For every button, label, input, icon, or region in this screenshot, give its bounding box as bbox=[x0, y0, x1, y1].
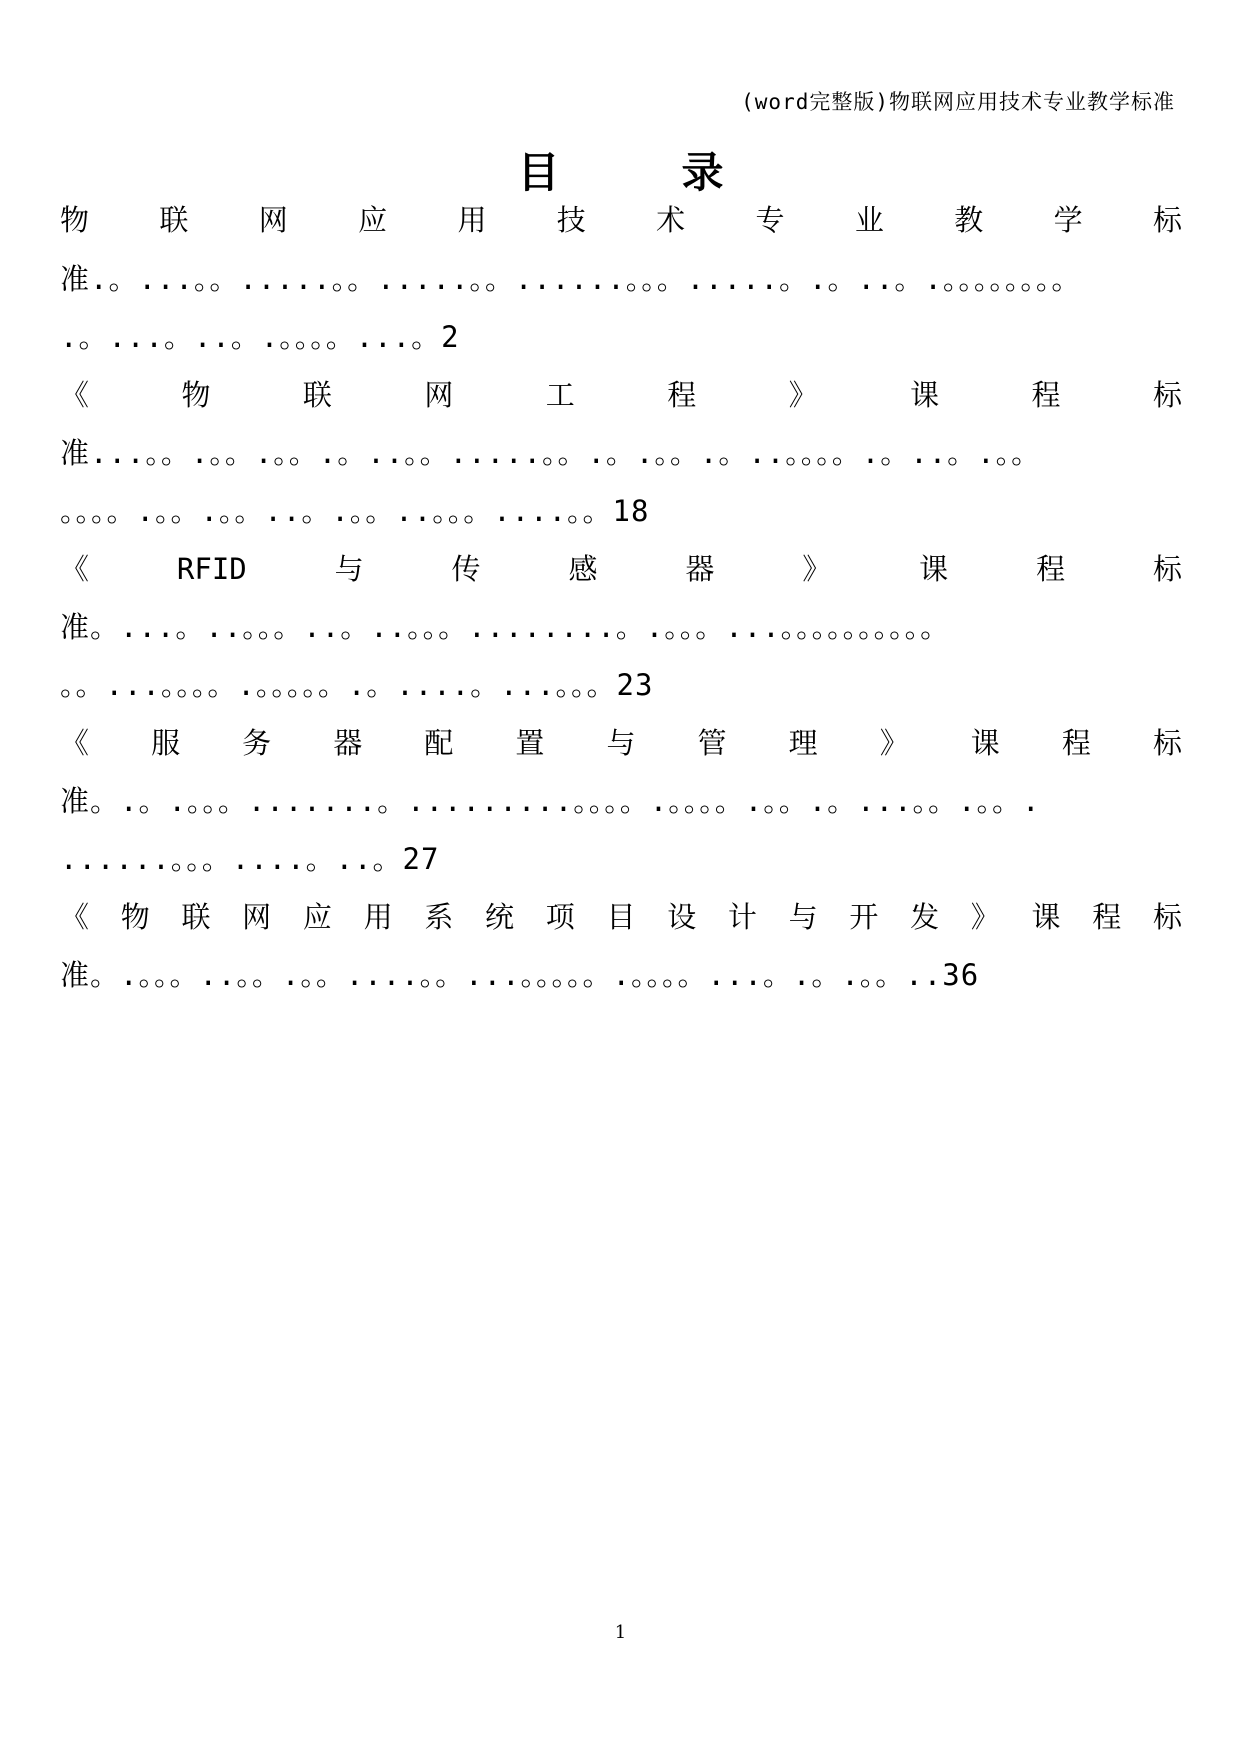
toc-title-char: 统 bbox=[485, 900, 515, 934]
toc-title-char: 理 bbox=[788, 726, 818, 760]
toc-title-char: 课 bbox=[1031, 900, 1061, 934]
toc-entry-2-page[interactable]: 。。。。.。。.。。..。.。。..。。。....。。18 bbox=[60, 494, 650, 528]
toc-entry-3-page[interactable]: 。。...。。。。.。。。。。.。....。...。。。23 bbox=[60, 668, 654, 702]
toc-title-char: 开 bbox=[849, 900, 879, 934]
toc-title-char: 》 bbox=[970, 900, 1000, 934]
toc-title-char: 与 bbox=[606, 726, 636, 760]
toc-title-char: 发 bbox=[910, 900, 940, 934]
toc-title-char: 器 bbox=[333, 726, 363, 760]
toc-title-char: 感 bbox=[568, 552, 598, 586]
toc-title-char: 课 bbox=[919, 552, 949, 586]
toc-title-char: 与 bbox=[788, 900, 818, 934]
toc-title-char: 程 bbox=[1092, 900, 1122, 934]
toc-title-char: 专 bbox=[755, 203, 785, 237]
toc-title-char: 物 bbox=[60, 203, 90, 237]
title-char: 录 bbox=[681, 148, 724, 197]
toc-title-char: 》 bbox=[788, 378, 818, 412]
toc-title-char: 标 bbox=[1152, 378, 1182, 412]
toc-entry-1-leader[interactable]: 准.。...。。.....。。.....。。......。。。.....。.。..。.。。。。。。。。 bbox=[60, 262, 1082, 296]
toc-title-char: 教 bbox=[954, 203, 984, 237]
page-number: 1 bbox=[614, 1622, 627, 1643]
toc-entry-5-title[interactable] bbox=[60, 897, 1182, 937]
toc-entry-2-title[interactable] bbox=[60, 375, 1182, 415]
toc-title-char: 程 bbox=[1031, 378, 1061, 412]
toc-entry-4-leader[interactable]: 准。.。.。。。.......。.........。。。。.。。。。.。。.。...。。.。。. bbox=[60, 784, 1041, 818]
toc-title-char: 联 bbox=[159, 203, 189, 237]
toc-title-char: 传 bbox=[451, 552, 481, 586]
toc-title-char: 网 bbox=[258, 203, 288, 237]
toc-entry-3-leader[interactable]: 准。...。..。。。..。..。。。........。.。。。...。。。。。。。。。。 bbox=[60, 610, 951, 644]
toc-entry-2-leader[interactable]: 准...。。.。。.。。.。..。。.....。。.。.。。.。..。。。。.。..。.。。 bbox=[60, 436, 1042, 470]
toc-title-char: 标 bbox=[1152, 900, 1182, 934]
toc-entry-1-page[interactable]: .。...。..。.。。。。...。2 bbox=[60, 320, 460, 354]
toc-title-char: 与 bbox=[334, 552, 364, 586]
toc-title-char: RFID bbox=[176, 552, 247, 586]
toc-entry-4-page[interactable]: ......。。。....。..。27 bbox=[60, 842, 440, 876]
toc-title-char: 》 bbox=[802, 552, 832, 586]
toc-title-char: 《 bbox=[60, 378, 90, 412]
toc-title-char: 《 bbox=[60, 900, 90, 934]
toc-title-char: 标 bbox=[1152, 552, 1182, 586]
toc-title-char: 标 bbox=[1152, 726, 1182, 760]
toc-title-char: 联 bbox=[181, 900, 211, 934]
page-title bbox=[0, 140, 1241, 200]
toc-title-char: 网 bbox=[242, 900, 272, 934]
toc-title-char: 课 bbox=[970, 726, 1000, 760]
toc-title-char: 课 bbox=[910, 378, 940, 412]
toc-title-char: 标 bbox=[1152, 203, 1182, 237]
toc-entry-4-title[interactable] bbox=[60, 723, 1182, 763]
toc-title-char: 目 bbox=[606, 900, 636, 934]
toc-title-char: 物 bbox=[120, 900, 150, 934]
toc-title-char: 技 bbox=[556, 203, 586, 237]
toc-title-char: 《 bbox=[60, 726, 90, 760]
toc-title-char: 配 bbox=[424, 726, 454, 760]
toc-title-char: 应 bbox=[358, 203, 388, 237]
toc-title-char: 系 bbox=[424, 900, 454, 934]
toc-title-char: 服 bbox=[151, 726, 181, 760]
toc-title-char: 》 bbox=[879, 726, 909, 760]
toc-title-char: 术 bbox=[656, 203, 686, 237]
toc-title-char: 联 bbox=[302, 378, 332, 412]
toc-title-char: 设 bbox=[667, 900, 697, 934]
toc-title-char: 网 bbox=[424, 378, 454, 412]
toc-title-char: 《 bbox=[60, 552, 90, 586]
toc-entry-1-title[interactable] bbox=[60, 200, 1182, 240]
toc-title-char: 物 bbox=[181, 378, 211, 412]
toc-title-char: 计 bbox=[727, 900, 757, 934]
toc-title-char: 应 bbox=[302, 900, 332, 934]
toc-entry-5-leader[interactable]: 准。.。。。..。。.。。....。。...。。。。。.。。。。...。.。.。。..36 bbox=[60, 958, 980, 992]
title-char: 目 bbox=[517, 148, 560, 197]
toc-title-char: 程 bbox=[667, 378, 697, 412]
toc-entry-3-title[interactable] bbox=[60, 549, 1182, 589]
toc-title-char: 务 bbox=[242, 726, 272, 760]
toc-title-char: 用 bbox=[363, 900, 393, 934]
toc-title-char: 用 bbox=[457, 203, 487, 237]
toc-title-char: 程 bbox=[1061, 726, 1091, 760]
toc-title-char: 业 bbox=[854, 203, 884, 237]
running-header: (word完整版)物联网应用技术专业教学标准 bbox=[741, 90, 1175, 114]
toc-title-char: 项 bbox=[545, 900, 575, 934]
toc-title-char: 器 bbox=[685, 552, 715, 586]
toc-title-char: 学 bbox=[1053, 203, 1083, 237]
toc-title-char: 置 bbox=[515, 726, 545, 760]
toc-title-char: 工 bbox=[545, 378, 575, 412]
toc-title-char: 程 bbox=[1036, 552, 1066, 586]
toc-title-char: 管 bbox=[697, 726, 727, 760]
